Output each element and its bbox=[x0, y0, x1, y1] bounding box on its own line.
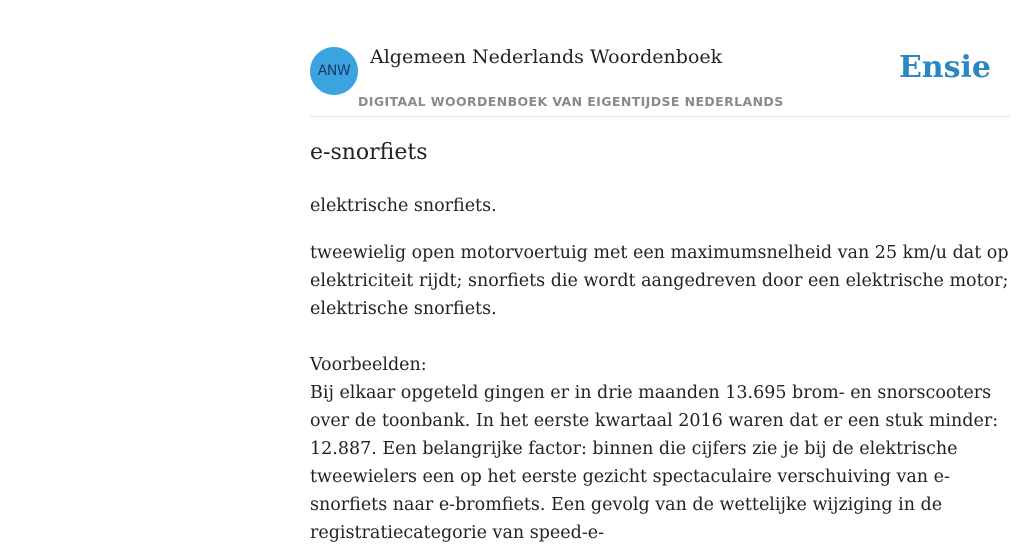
examples-label: Voorbeelden: bbox=[310, 355, 427, 375]
examples-text: Bij elkaar opgeteld gingen er in drie maanden 13.695 brom- en snorscooters over de toonbank. In het eerste kwartaal 2016 waren dat er een stuk minder: 12.887. Een belangrijke factor: binnen die cijfers zie je bij de elektrische tweewielers een op het eerste gezicht spectaculaire verschuiving van e-snorfiets naar e-bromfiets. Een gevolg van de wettelijke wijziging in de registratiecategorie van speed-e- bbox=[310, 383, 999, 543]
short-definition: elektrische snorfiets. bbox=[310, 196, 497, 216]
logo-text: ANW bbox=[317, 63, 351, 79]
site-header bbox=[310, 0, 1010, 117]
examples-section bbox=[310, 351, 1010, 547]
ensie-brand-link[interactable]: Ensie bbox=[898, 50, 991, 85]
long-definition: tweewielig open motorvoertuig met een maximumsnelheid van 25 km/u dat op elektriciteit rijdt; snorfiets die wordt aangedreven door een elektrische motor; elektrische snorfiets. bbox=[310, 243, 1009, 319]
entry-headword: e-snorfiets bbox=[310, 140, 428, 165]
site-subtitle: DIGITAAL WOORDENBOEK VAN EIGENTIJDSE NEDERLANDS bbox=[358, 94, 784, 109]
anw-logo[interactable] bbox=[310, 47, 358, 95]
dictionary-page bbox=[310, 0, 1010, 543]
site-title[interactable]: Algemeen Nederlands Woordenboek bbox=[370, 46, 723, 68]
